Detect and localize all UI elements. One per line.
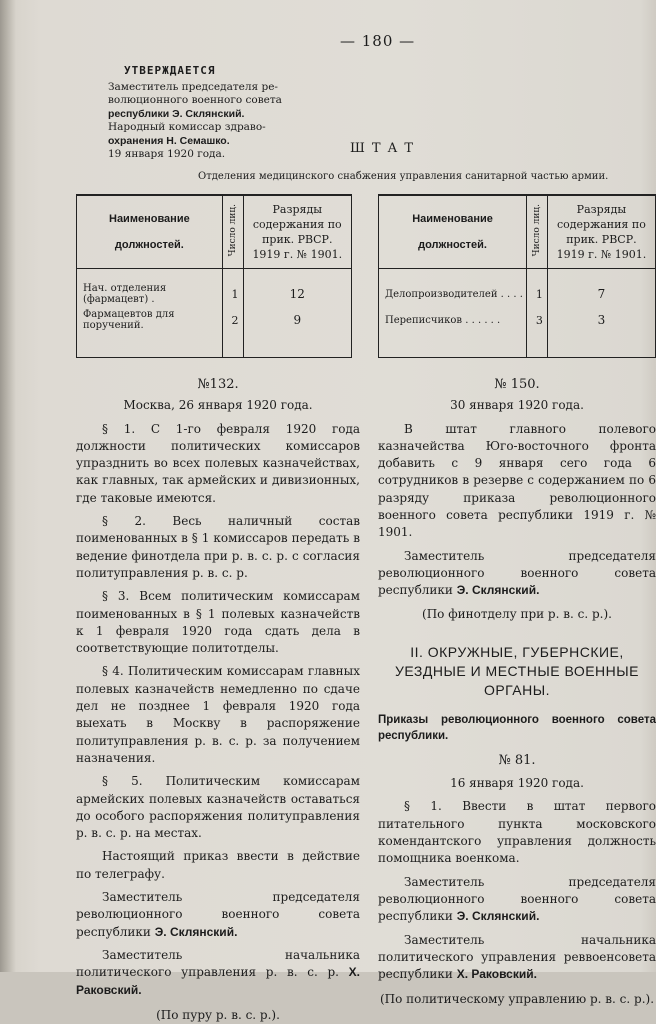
left-column <box>76 376 360 1024</box>
table-header-name: Наименование должностей. <box>379 195 527 269</box>
order-number: №132. <box>197 377 239 392</box>
order-number: № 150. <box>494 377 540 392</box>
shtat-title: ШТАТ <box>350 141 421 156</box>
paragraph: § 4. Политическим комиссарам главных полевых казначейств немедленно по сдаче дел не позднее 1 февраля 1920 года выехать в Москву в распоряжение политуправления р. в. с. р. за получением назначения. <box>76 664 360 765</box>
table-row: Делопроизводителей . . . . 1 7 <box>379 281 656 307</box>
approval-line: Заместитель председателя ре- <box>108 80 278 93</box>
signature: Заместитель председателя революционного военного совета республики Э. Склянский. <box>76 890 360 939</box>
paragraph: § 1. Ввести в штат первого питательного пункта московского комендантского управления должность помощника военкома. <box>378 799 656 866</box>
approval-line: 19 января 1920 года. <box>108 148 226 160</box>
paragraph: § 3. Всем политическим комиссарам поименованных в § 1 полевых казначейств к 1 февраля 1920 года сдать дела в соответствующие политотделы. <box>76 589 360 656</box>
order-date: 30 января 1920 года. <box>450 398 584 413</box>
paragraph: Настоящий приказ ввести в действие по телеграфу. <box>76 849 360 881</box>
right-column <box>378 376 656 1009</box>
staff-table-left <box>76 194 352 358</box>
staff-table-right <box>378 194 656 358</box>
signature: Заместитель председателя революционного военного совета республики Э. Склянский. <box>378 548 656 598</box>
paragraph: § 1. С 1-го февраля 1920 года должности политических комиссаров упразднить во всех полевых казначействах, как главных, так армейских и дивизионных, где таковые имеются. <box>76 421 360 505</box>
approval-line: республики Э. Склянский. <box>108 107 245 120</box>
table-header-count: Число лиц. <box>527 195 548 269</box>
footer-note: (По пуру р. в. с. р.). <box>156 1007 280 1022</box>
approval-title: УТВЕРЖДАЕТСЯ <box>124 64 216 77</box>
signature: Заместитель начальника политического управления р. в. с. р. Х. Раковский. <box>76 947 360 997</box>
order-date: 16 января 1920 года. <box>450 776 584 791</box>
footer-note: (По политическому управлению р. в. с. р.). <box>379 992 655 1007</box>
approval-line: волюционного военного совета <box>108 94 282 106</box>
table-header-count: Число лиц. <box>222 195 243 269</box>
orders-heading: Приказы революционного военного совета республики. <box>378 713 656 742</box>
table-row: Переписчиков . . . . . . 3 3 <box>379 307 656 333</box>
approval-line: охранения Н. Семашко. <box>108 134 230 147</box>
table-header-grade: Разряды содержания по прик. РВСР. 1919 г. № 1901. <box>243 195 351 269</box>
order-date: Москва, 26 января 1920 года. <box>123 398 313 413</box>
paragraph: В штат главного полевого казначейства Юго-восточного фронта добавить с 9 января сего года 6 сотрудников в резерве с содержанием по 6 разряду приказа революционного военного совета республики 1919 г. № 1901. <box>378 421 656 540</box>
signature: Заместитель председателя революционного военного совета республики Э. Склянский. <box>378 874 656 924</box>
shtat-subtitle: Отделения медицинского снабжения управления санитарной частью армии. <box>198 171 609 182</box>
page-number: — 180 — <box>340 32 416 50</box>
footer-note: (По финотделу при р. в. с. р.). <box>422 606 612 621</box>
signature: Заместитель начальника политического управления реввоенсовета республики Х. Раковский. <box>378 932 656 982</box>
approval-line: Народный комиссар здраво- <box>108 121 266 133</box>
paragraph: § 5. Политическим комиссарам армейских полевых казначейств оставаться до особого распоряжения политуправления р. в. с. р. на местах. <box>76 774 360 841</box>
section-heading: II. ОКРУЖНЫЕ, ГУБЕРНСКИЕ, УЕЗДНЫЕ И МЕСТНЫЕ ВОЕННЫЕ ОРГАНЫ. <box>394 643 640 698</box>
approval-block <box>108 64 282 162</box>
table-header-name: Наименование должностей. <box>77 195 223 269</box>
order-number: № 81. <box>498 752 536 768</box>
paragraph: § 2. Весь наличный состав поименованных в § 1 комиссаров передать в ведение финотдела при р. в. с. р. с согласия политуправления р. в. с. р. <box>76 514 360 580</box>
table-header-grade: Разряды содержания по прик. РВСР. 1919 г. № 1901. <box>547 195 655 269</box>
table-row: Фармацевтов для поручений. 2 9 <box>77 307 352 333</box>
table-row: Нач. отделения (фармацевт) . 1 12 <box>77 281 352 307</box>
